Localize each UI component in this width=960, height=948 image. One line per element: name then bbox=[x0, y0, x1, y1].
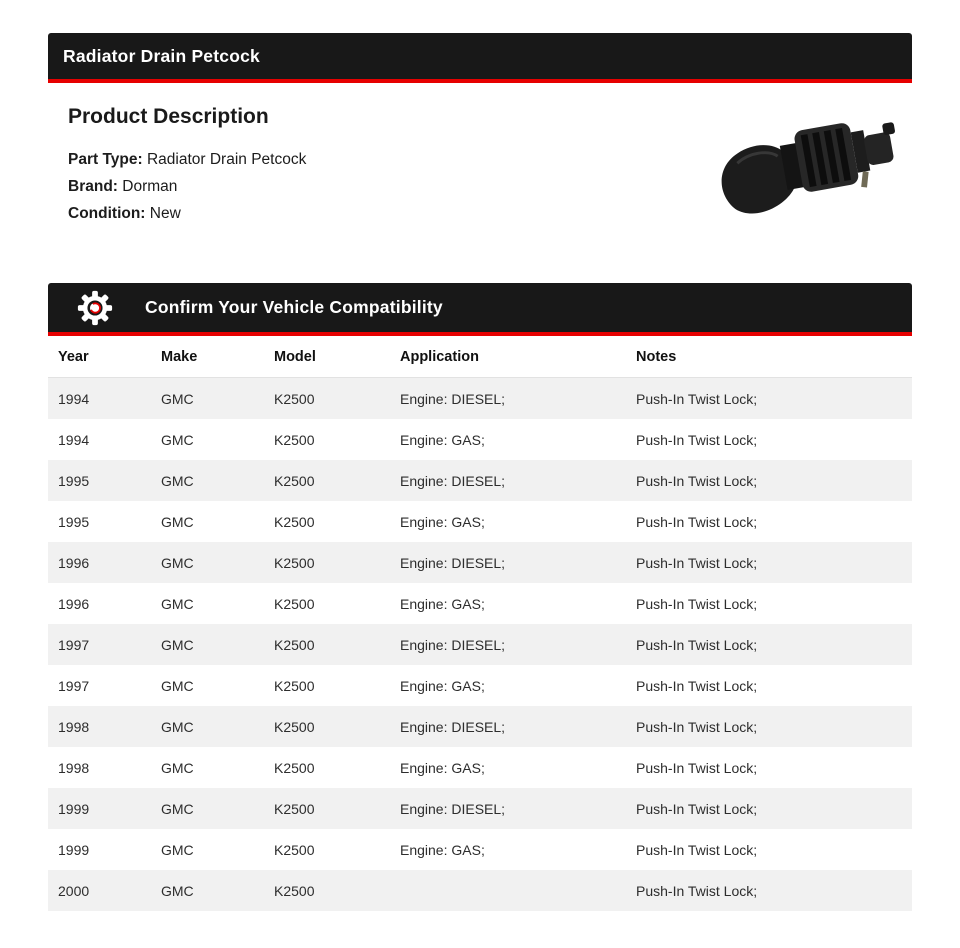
table-cell: Push-In Twist Lock; bbox=[626, 829, 912, 870]
table-row bbox=[48, 378, 912, 420]
table-cell: Engine: DIESEL; bbox=[390, 460, 626, 501]
table-cell: 2000 bbox=[48, 870, 151, 911]
table-cell bbox=[390, 870, 626, 911]
table-row bbox=[48, 583, 912, 624]
table-cell: Push-In Twist Lock; bbox=[626, 747, 912, 788]
table-cell: K2500 bbox=[264, 624, 390, 665]
table-cell: 1996 bbox=[48, 542, 151, 583]
compatibility-section bbox=[48, 283, 912, 911]
column-header: Notes bbox=[626, 336, 912, 378]
table-row bbox=[48, 624, 912, 665]
table-row bbox=[48, 542, 912, 583]
table-cell: GMC bbox=[151, 624, 264, 665]
table-cell: K2500 bbox=[264, 788, 390, 829]
table-cell: Push-In Twist Lock; bbox=[626, 583, 912, 624]
table-cell: Push-In Twist Lock; bbox=[626, 542, 912, 583]
table-cell: K2500 bbox=[264, 460, 390, 501]
field-brand-value: Dorman bbox=[122, 178, 178, 195]
product-photo bbox=[715, 79, 910, 237]
product-section bbox=[48, 33, 912, 283]
table-cell: K2500 bbox=[264, 583, 390, 624]
table-cell: Push-In Twist Lock; bbox=[626, 788, 912, 829]
compatibility-title: Confirm Your Vehicle Compatibility bbox=[145, 297, 443, 317]
table-cell: Push-In Twist Lock; bbox=[626, 378, 912, 420]
table-cell: 1997 bbox=[48, 624, 151, 665]
table-cell: 1998 bbox=[48, 747, 151, 788]
table-cell: 1995 bbox=[48, 460, 151, 501]
product-description-heading: Product Description bbox=[68, 105, 269, 128]
table-row bbox=[48, 419, 912, 460]
table-cell: GMC bbox=[151, 542, 264, 583]
table-cell: Push-In Twist Lock; bbox=[626, 624, 912, 665]
table-cell: 1995 bbox=[48, 501, 151, 542]
product-title: Radiator Drain Petcock bbox=[63, 45, 260, 66]
table-row bbox=[48, 788, 912, 829]
table-header-row bbox=[48, 336, 912, 378]
petcock-part-image bbox=[715, 79, 910, 237]
table-row bbox=[48, 460, 912, 501]
table-cell: K2500 bbox=[264, 870, 390, 911]
column-header: Make bbox=[151, 336, 264, 378]
table-cell: Engine: DIESEL; bbox=[390, 706, 626, 747]
product-page bbox=[48, 0, 912, 941]
gear-icon bbox=[77, 290, 113, 326]
table-cell: GMC bbox=[151, 378, 264, 420]
column-header: Model bbox=[264, 336, 390, 378]
table-row bbox=[48, 829, 912, 870]
table-cell: Engine: GAS; bbox=[390, 419, 626, 460]
table-cell: Engine: DIESEL; bbox=[390, 788, 626, 829]
table-row bbox=[48, 501, 912, 542]
table-cell: Push-In Twist Lock; bbox=[626, 870, 912, 911]
table-cell: 1994 bbox=[48, 378, 151, 420]
table-cell: Engine: DIESEL; bbox=[390, 542, 626, 583]
table-cell: 1997 bbox=[48, 665, 151, 706]
field-condition-value: New bbox=[149, 205, 181, 222]
table-cell: Engine: GAS; bbox=[390, 665, 626, 706]
table-cell: GMC bbox=[151, 747, 264, 788]
table-cell: Push-In Twist Lock; bbox=[626, 706, 912, 747]
table-cell: 1996 bbox=[48, 583, 151, 624]
table-cell: 1999 bbox=[48, 788, 151, 829]
table-cell: GMC bbox=[151, 706, 264, 747]
table-cell: K2500 bbox=[264, 542, 390, 583]
table-cell: GMC bbox=[151, 665, 264, 706]
table-cell: GMC bbox=[151, 460, 264, 501]
field-part-type-value: Radiator Drain Petcock bbox=[146, 151, 307, 168]
table-cell: GMC bbox=[151, 583, 264, 624]
table-cell: Engine: DIESEL; bbox=[390, 624, 626, 665]
table-row bbox=[48, 665, 912, 706]
table-cell: Push-In Twist Lock; bbox=[626, 665, 912, 706]
field-brand-label: Brand: bbox=[68, 178, 118, 195]
table-cell: Push-In Twist Lock; bbox=[626, 419, 912, 460]
field-condition-label: Condition: bbox=[68, 205, 146, 222]
table-cell: GMC bbox=[151, 829, 264, 870]
table-cell: 1994 bbox=[48, 419, 151, 460]
table-cell: GMC bbox=[151, 419, 264, 460]
table-cell: GMC bbox=[151, 501, 264, 542]
table-cell: 1999 bbox=[48, 829, 151, 870]
table-row bbox=[48, 747, 912, 788]
column-header: Application bbox=[390, 336, 626, 378]
table-cell: Engine: GAS; bbox=[390, 747, 626, 788]
product-description-area bbox=[48, 83, 912, 283]
column-header: Year bbox=[48, 336, 151, 378]
table-cell: Push-In Twist Lock; bbox=[626, 501, 912, 542]
table-cell: K2500 bbox=[264, 706, 390, 747]
table-row bbox=[48, 870, 912, 911]
product-title-bar bbox=[48, 33, 912, 83]
table-cell: K2500 bbox=[264, 747, 390, 788]
table-cell: Push-In Twist Lock; bbox=[626, 460, 912, 501]
table-cell: K2500 bbox=[264, 829, 390, 870]
compatibility-title-bar bbox=[48, 283, 912, 336]
table-row bbox=[48, 706, 912, 747]
table-cell: K2500 bbox=[264, 419, 390, 460]
table-cell: Engine: GAS; bbox=[390, 583, 626, 624]
table-cell: GMC bbox=[151, 870, 264, 911]
table-cell: Engine: DIESEL; bbox=[390, 378, 626, 420]
table-cell: K2500 bbox=[264, 665, 390, 706]
table-cell: Engine: GAS; bbox=[390, 829, 626, 870]
table-cell: GMC bbox=[151, 788, 264, 829]
table-cell: K2500 bbox=[264, 501, 390, 542]
compatibility-table bbox=[48, 336, 912, 911]
table-cell: K2500 bbox=[264, 378, 390, 420]
table-cell: 1998 bbox=[48, 706, 151, 747]
field-part-type-label: Part Type: bbox=[68, 151, 143, 168]
table-cell: Engine: GAS; bbox=[390, 501, 626, 542]
